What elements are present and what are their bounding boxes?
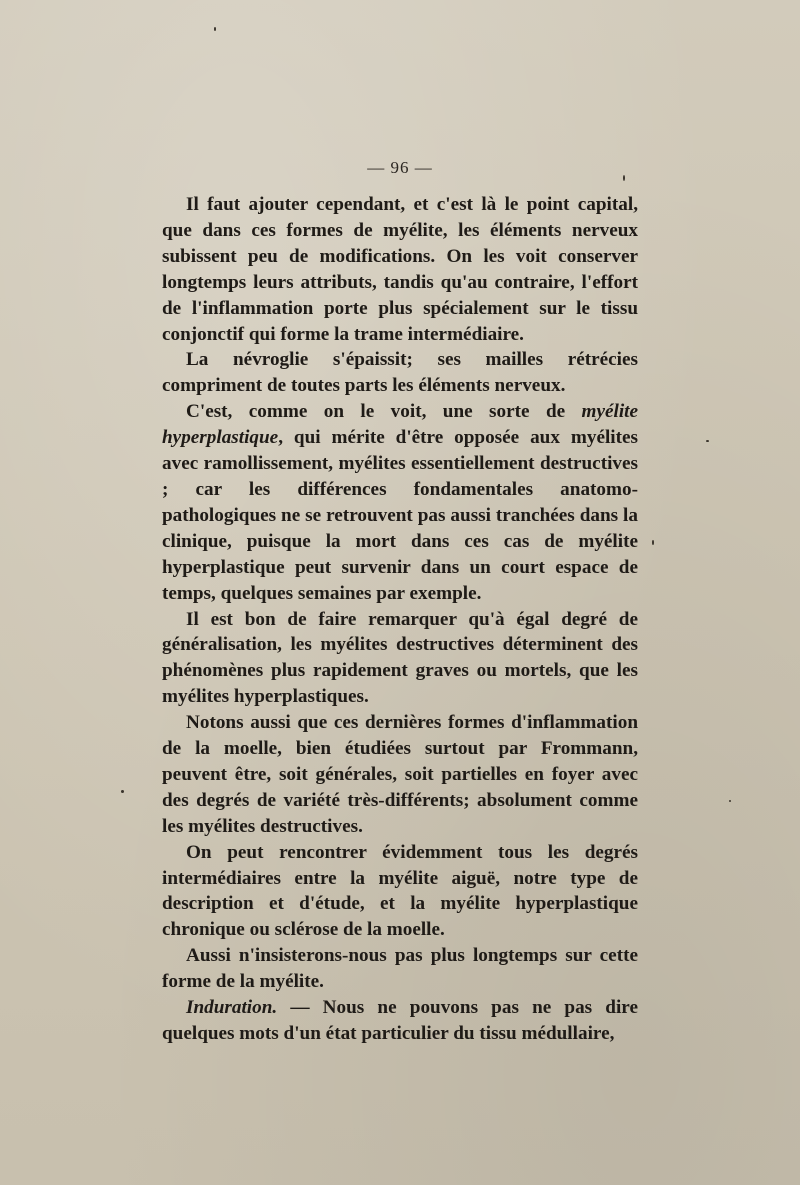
paper-speck (121, 790, 124, 793)
paragraph-8 (162, 995, 638, 1047)
paragraph-3-lead: C'est, comme on le voit, une sorte de (186, 401, 582, 423)
paragraph-7: Aussi n'insisterons-nous pas plus longtemps sur cette forme de la myélite. (162, 945, 638, 993)
page-number: — 96 — (367, 158, 433, 177)
paragraph-2: La névroglie s'épaissit; ses mailles rétrécies compriment de toutes parts les éléments nerveux. (162, 349, 638, 397)
paragraph-5: Notons aussi que ces dernières formes d'inflammation de la moelle, bien étudiées surtout par Frommann, peuvent être, soit générales, soit partielles en foyer avec des degrés de variété très-différents; absolument comme les myélites destructives. (162, 712, 638, 837)
paragraph-1: Il faut ajouter cependant, et c'est là le point capital, que dans ces formes de myélite, les éléments nerveux subissent peu de modifications. On les voit conserver longtemps leurs attributs, tandis qu'au contraire, l'effort de l'inflammation porte plus spécialement sur le tissu conjonctif qui forme la trame intermédiaire. (162, 194, 638, 345)
paper-speck (623, 175, 625, 181)
paper-speck (652, 540, 654, 545)
paragraph-6: On peut rencontrer évidemment tous les degrés intermédiaires entre la myélite aiguë, notre type de description et d'étude, et la myélite hyperplastique chronique ou sclérose de la moelle. (162, 841, 638, 941)
body-text (162, 192, 638, 1047)
section-heading-induration: Induration. (186, 997, 278, 1019)
paragraph-4: Il est bon de faire remarquer qu'à égal degré de généralisation, les myélites destructives déterminent des phénomènes plus rapidement graves ou mortels, que les myélites hyperplastiques. (162, 608, 638, 708)
paper-speck (706, 440, 709, 442)
paper-speck (214, 27, 216, 31)
paragraph-3-rest: , qui mérite d'être opposée aux myélites avec ramollissement, myélites essentiellement destructives ; car les différences fondamentales anatomo-pathologiques ne se retrouvent pas aussi tranchées dans la clinique, puisque la mort dans ces cas de myélite hyperplastique peut survenir dans un court espace de temps, quelques semaines par exemple. (162, 427, 638, 604)
paper-speck (729, 800, 731, 802)
paragraph-3-italic-term: myélite hyperplastique (162, 401, 638, 449)
paragraph-8-rest: — Nous ne pouvons pas ne pas dire quelques mots d'un état particulier du tissu médullaire, (162, 997, 638, 1044)
paragraph-3 (162, 399, 638, 606)
